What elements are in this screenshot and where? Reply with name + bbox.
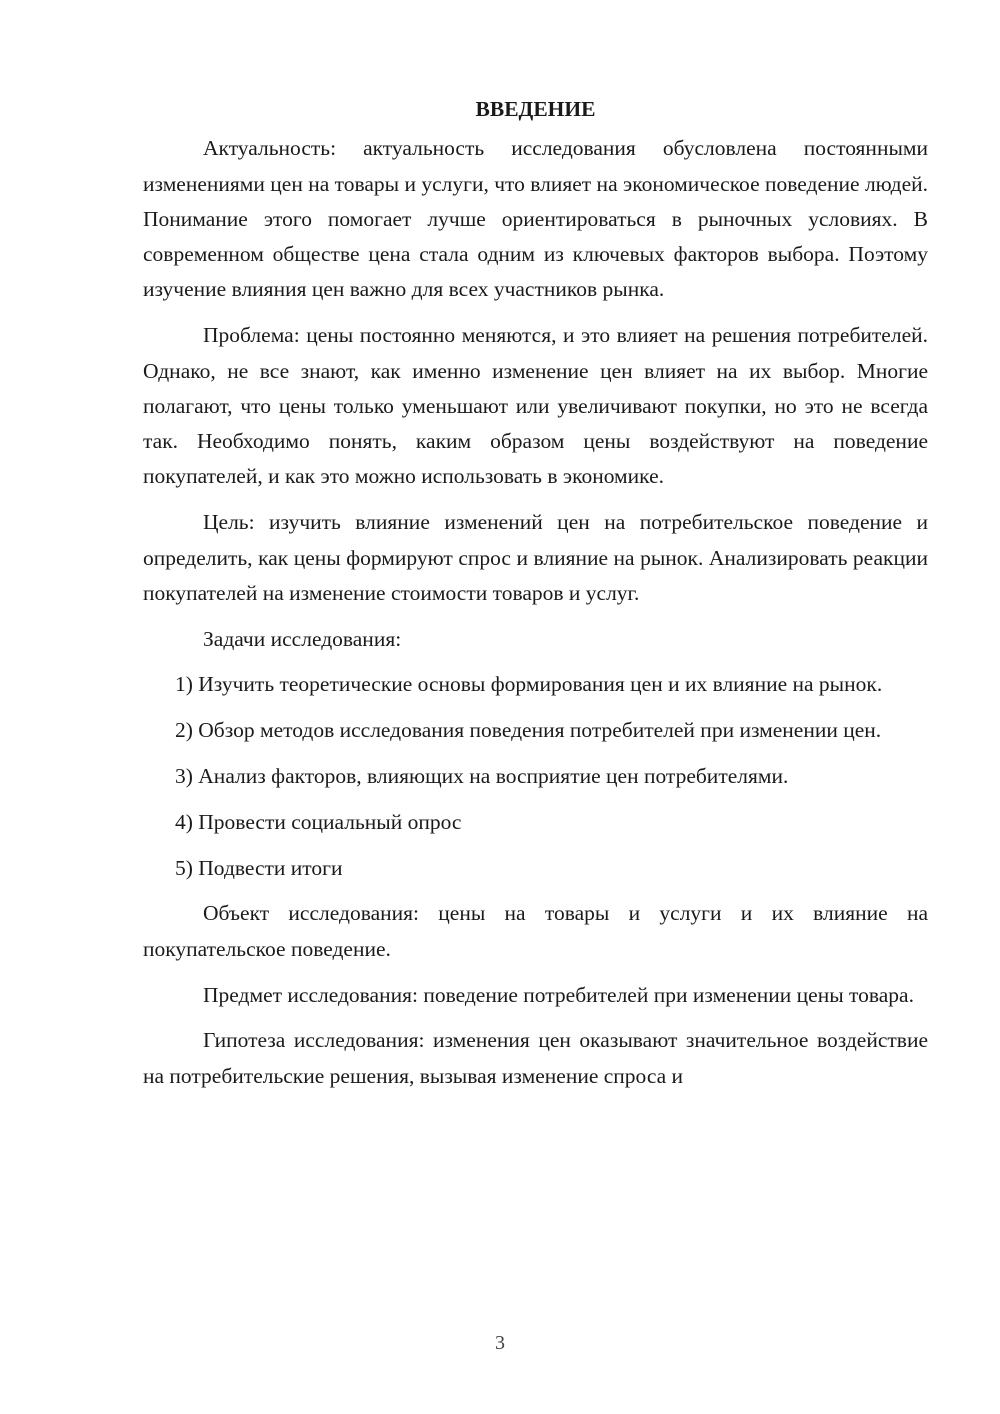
page-number: 3 (495, 1332, 505, 1354)
page-title: ВВЕДЕНИЕ (475, 97, 596, 121)
paragraph-tasks-heading: Задачи исследования: (203, 626, 402, 651)
paragraph-goal: Цель: изучить влияние изменений цен на потребительское поведение и определить, как цены формируют спрос и влияние на рынок. Анализировать реакции покупателей на изменение стоимости товаров и услуг. (143, 510, 928, 605)
task-item-4: 4) Провести социальный опрос (175, 809, 462, 834)
paragraph-problem: Проблема: цены постоянно меняются, и это влияет на решения потребителей. Однако, не все знают, как именно изменение цен влияет на их выбор. Многие полагают, что цены только уменьшают или увеличивают покупки, но это не всегда так. Необходимо понять, каким образом цены воздействуют на поведение покупателей, и как это можно использовать в экономике. (143, 323, 928, 489)
paragraph-object: Объект исследования: цены на товары и услуги и их влияние на покупательское поведение. (143, 901, 928, 961)
task-item-1: 1) Изучить теоретические основы формирования цен и их влияние на рынок. (175, 672, 883, 697)
task-item-3: 3) Анализ факторов, влияющих на восприятие цен потребителями. (175, 764, 789, 789)
paragraph-subject: Предмет исследования: поведение потребителей при изменении цены товара. (203, 982, 914, 1007)
task-item-5: 5) Подвести итоги (175, 855, 343, 880)
paragraph-hypothesis: Гипотеза исследования: изменения цен оказывают значительное воздействие на потребительские решения, вызывая изменение спроса и (143, 1028, 928, 1088)
document-page (143, 92, 928, 1322)
task-item-2: 2) Обзор методов исследования поведения потребителей при изменении цен. (175, 718, 882, 743)
paragraph-relevance: Актуальность: актуальность исследования обусловлена постоянными изменениями цен на товары и услуги, что влияет на экономическое поведение людей. Понимание этого помогает лучше ориентироваться в рыночных условиях. В современном обществе цена стала одним из ключевых факторов выбора. Поэтому изучение влияния цен важно для всех участников рынка. (143, 136, 929, 302)
